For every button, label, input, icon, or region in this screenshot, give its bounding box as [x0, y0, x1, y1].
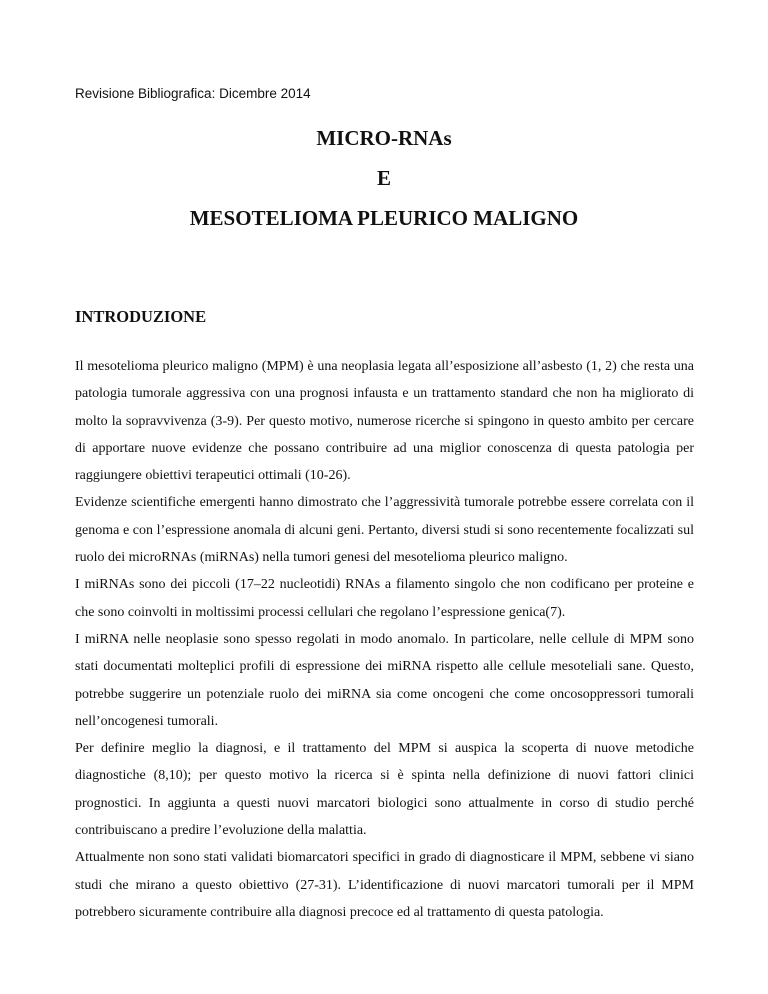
document-title	[0, 118, 768, 238]
paragraph: Il mesotelioma pleurico maligno (MPM) è una neoplasia legata all’esposizione all’asbesto (1, 2) che resta una patologia tumorale aggressiva con una prognosi infausta e un trattamento standard che non ha migliorato di molto la sopravvivenza (3-9). Per questo motivo, numerose ricerche si spingono in questo ambito per cercare di apportare nuove evidenze che possano contribuire ad una miglior conoscenza di questa patologia per raggiungere obiettivi terapeutici ottimali (10-26).	[75, 359, 694, 484]
title-line-1: MICRO-RNAs	[316, 126, 452, 150]
paragraph: Attualmente non sono stati validati biomarcatori specifici in grado di diagnosticare il MPM, sebbene vi siano studi che mirano a questo obiettivo (27-31). L’identificazione di nuovi marcatori tumorali per il MPM potrebbero sicuramente contribuire alla diagnosi precoce ed al trattamento di questa patologia.	[75, 850, 694, 920]
paragraph: I miRNA nelle neoplasie sono spesso regolati in modo anomalo. In particolare, nelle cellule di MPM sono stati documentati molteplici profili di espressione dei miRNA rispetto alle cellule mesoteliali sane. Questo, potrebbe suggerire un potenziale ruolo dei miRNA sia come oncogeni che come oncosoppressori tumorali nell’oncogenesi tumorali.	[75, 631, 694, 729]
title-line-2: E	[376, 166, 391, 190]
paragraph: Evidenze scientifiche emergenti hanno dimostrato che l’aggressività tumorale potrebbe essere correlata con il genoma e con l’espressione anomala di alcuni geni. Pertanto, diversi studi si sono recentemente focalizzati sul ruolo dei microRNAs (miRNAs) nella tumori genesi del mesotelioma pleurico maligno.	[75, 495, 694, 566]
revision-date: Revisione Bibliografica: Dicembre 2014	[75, 86, 311, 101]
paragraph: I miRNAs sono dei piccoli (17–22 nucleotidi) RNAs a filamento singolo che non codificano per proteine e che sono coinvolti in moltissimi processi cellulari che regolano l’espressione genica(7).	[75, 577, 694, 620]
paragraph: Per definire meglio la diagnosi, e il trattamento del MPM si auspica la scoperta di nuove metodiche diagnostiche (8,10); per questo motivo la ricerca si è spinta nella definizione di nuovi fattori clinici prognostici. In aggiunta a questi nuovi marcatori biologici sono attualmente in corso di studio perché contribuiscano a predire l’evoluzione della malattia.	[75, 741, 694, 839]
body-text	[75, 353, 694, 926]
section-heading: INTRODUZIONE	[75, 307, 207, 326]
title-line-3: MESOTELIOMA PLEURICO MALIGNO	[189, 206, 579, 230]
